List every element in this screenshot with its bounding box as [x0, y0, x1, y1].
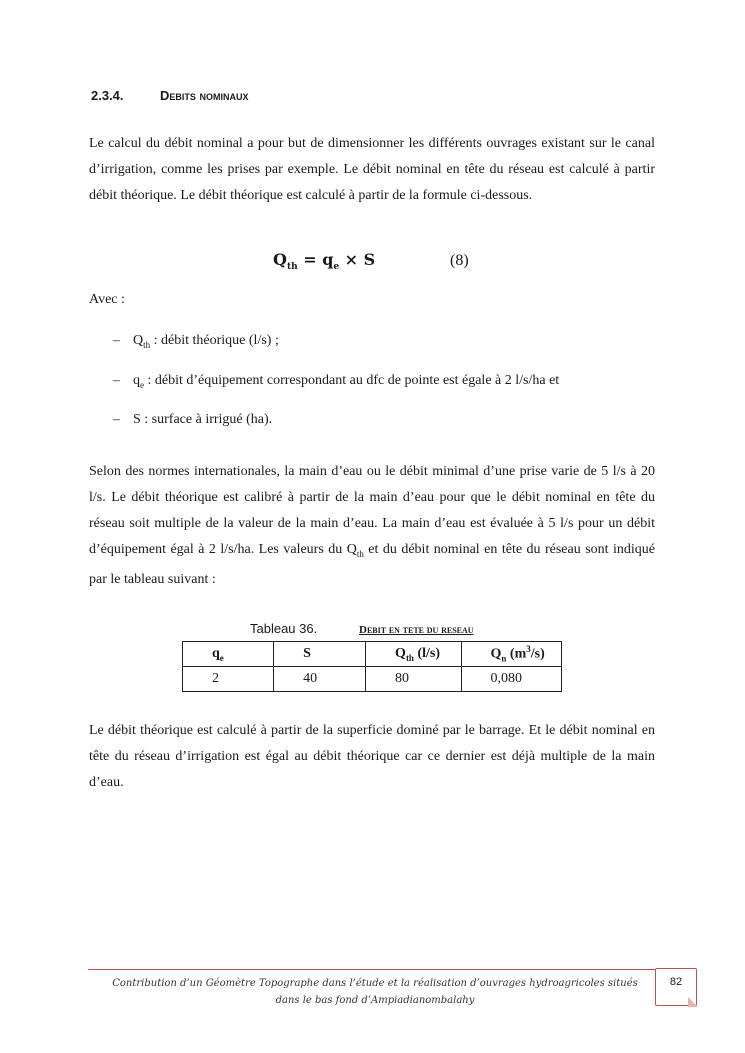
formula: $Q_{th} = q_e \times S$ — [273, 250, 376, 273]
cell-qn: 0,080 — [461, 667, 561, 692]
table-header-row — [183, 642, 562, 667]
table-title: Debit en tete du reseau — [359, 624, 474, 636]
intro-paragraph: Le calcul du débit nominal a pour but de dimensionner les différents ouvrages existant sur le canal d’irrigation, comme les prises par exemple. Le débit nominal en tête du réseau est calculé à partir débit théorique. Le débit théorique est calculé à partir de la formule ci-dessous. — [89, 136, 655, 203]
header-qn: $Q_n$ $(m^3/s)$ — [461, 642, 561, 667]
table-row — [183, 667, 562, 692]
list-item: – $Q_{th}$ : débit théorique (l/s) ; — [113, 333, 279, 350]
cell-s: 40 — [274, 667, 366, 692]
list-item: – S : surface à irrigué (ha). — [113, 412, 273, 427]
page-number: 82 — [655, 968, 697, 1006]
conclusion-paragraph: Le débit théorique est calculé à partir de la superficie dominé par le barrage. Et le débit nominal en tête du réseau d’irrigation est égal au débit théorique car ce dernier est déjà multiple de la main d’eau. — [89, 723, 655, 790]
section-title: Debits nominaux — [160, 88, 249, 103]
section-heading — [91, 88, 249, 103]
page-fold-icon — [688, 997, 698, 1007]
header-s: S — [274, 642, 366, 667]
table-caption — [250, 620, 474, 638]
header-qe: $q_e$ — [183, 642, 274, 667]
data-table — [182, 641, 562, 692]
footer-text: Contribution d’un Géomètre Topographe dans l’étude et la réalisation d’ouvrages hydroagricoles situés dans le bas fond d’Ampiadianombalahy — [112, 978, 638, 1006]
header-qth: $Q_{th}$ (l/s) — [366, 642, 461, 667]
section-number: 2.3.4. — [91, 88, 124, 103]
formula-number: (8) — [450, 252, 469, 269]
norms-paragraph: Selon des normes internationales, la main d’eau ou le débit minimal d’une prise varie de 5 l/s à 20 l/s. Le débit théorique est calibré à partir de la main d’eau pour que le débit nominal en tête du réseau soit multiple de la valeur de la main d’eau. La main d’eau est évaluée à 5 l/s pour un débit d’équipement égal à 2 l/s/ha. Les valeurs du $Q_{th}$ et du débit nominal en tête du réseau sont indiqué par le tableau suivant : — [89, 464, 655, 587]
list-item: – $q_e$ : débit d’équipement correspondant au dfc de pointe est égale à 2 l/s/ha et — [113, 373, 560, 390]
avec-label: Avec : — [89, 292, 125, 307]
table-label: Tableau 36. — [250, 621, 318, 636]
cell-qe: 2 — [183, 667, 274, 692]
cell-qth: 80 — [366, 667, 461, 692]
footer-divider — [88, 969, 655, 970]
